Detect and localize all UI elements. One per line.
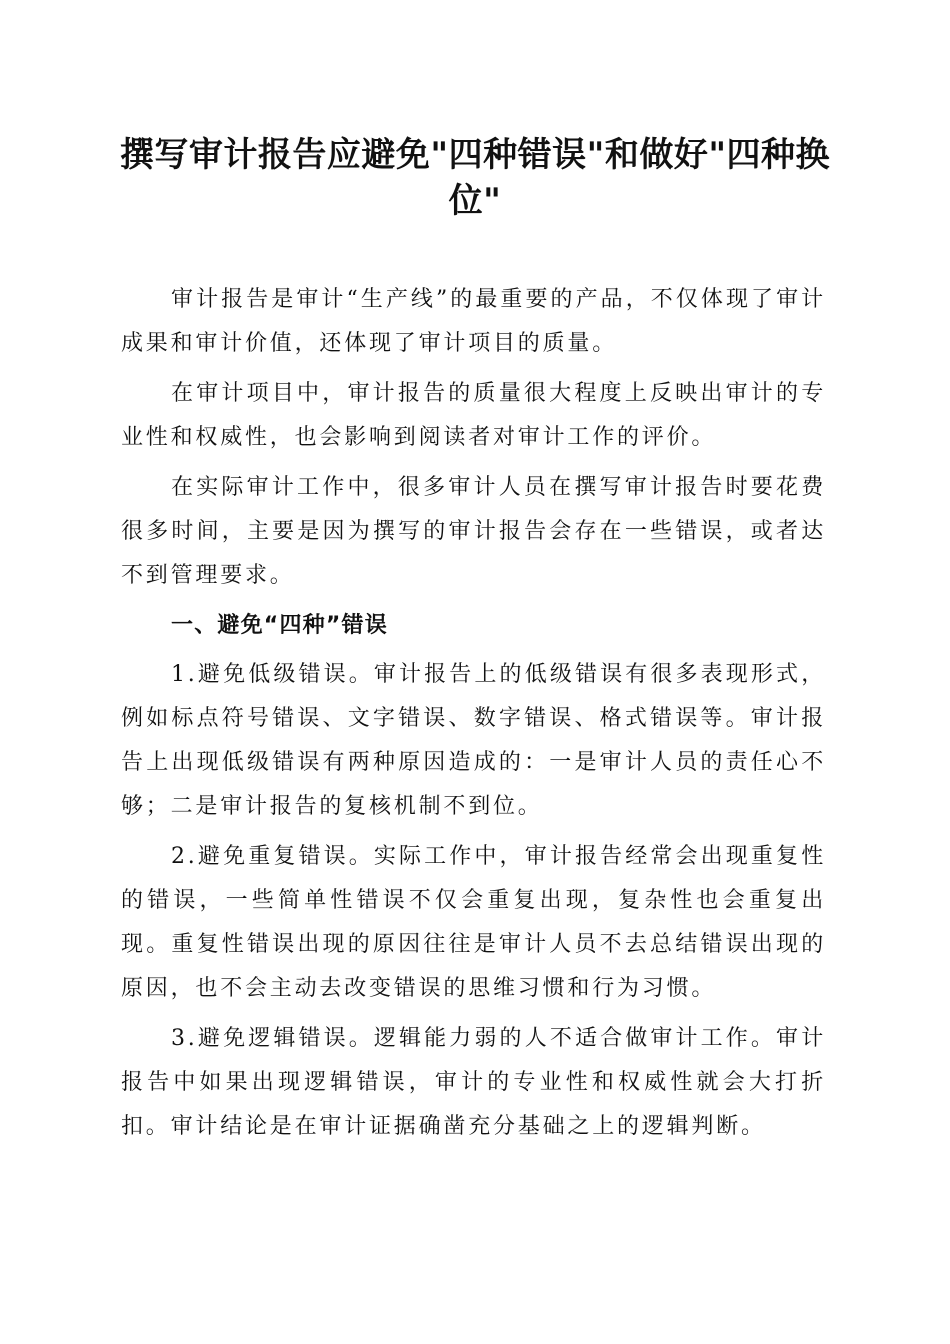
section-heading-avoid-errors: 一、避免“四种”错误 — [171, 613, 388, 638]
intro-paragraph-3: 在实际审计工作中，很多审计人员在撰写审计报告时要花费很多时间，主要是因为撰写的审计报告会存在一些错误，或者达不到管理要求。 — [121, 475, 826, 588]
item-paragraph-2: 2.避免重复错误。实际工作中，审计报告经常会出现重复性的错误，一些简单性错误不仅会重复出现，复杂性也会重复出现。重复性错误出现的原因往往是审计人员不去总结错误出现的原因，也不会主动去改变错误的思维习惯和行为习惯。 — [121, 844, 826, 1001]
document-body — [121, 278, 826, 1155]
item-paragraph-3: 3.避免逻辑错误。逻辑能力弱的人不适合做审计工作。审计报告中如果出现逻辑错误，审计的专业性和权威性就会大打折扣。审计结论是在审计证据确凿充分基础之上的逻辑判断。 — [121, 1026, 826, 1139]
document-title: 撰写审计报告应避免"四种错误"和做好"四种换位" — [119, 135, 831, 221]
intro-paragraph-1: 审计报告是审计“生产线”的最重要的产品，不仅体现了审计成果和审计价值，还体现了审计项目的质量。 — [121, 287, 826, 356]
intro-paragraph-2: 在审计项目中，审计报告的质量很大程度上反映出审计的专业性和权威性，也会影响到阅读者对审计工作的评价。 — [121, 381, 826, 450]
item-paragraph-1: 1.避免低级错误。审计报告上的低级错误有很多表现形式，例如标点符号错误、文字错误、数字错误、格式错误等。审计报告上出现低级错误有两种原因造成的：一是审计人员的责任心不够；二是审计报告的复核机制不到位。 — [121, 662, 826, 819]
